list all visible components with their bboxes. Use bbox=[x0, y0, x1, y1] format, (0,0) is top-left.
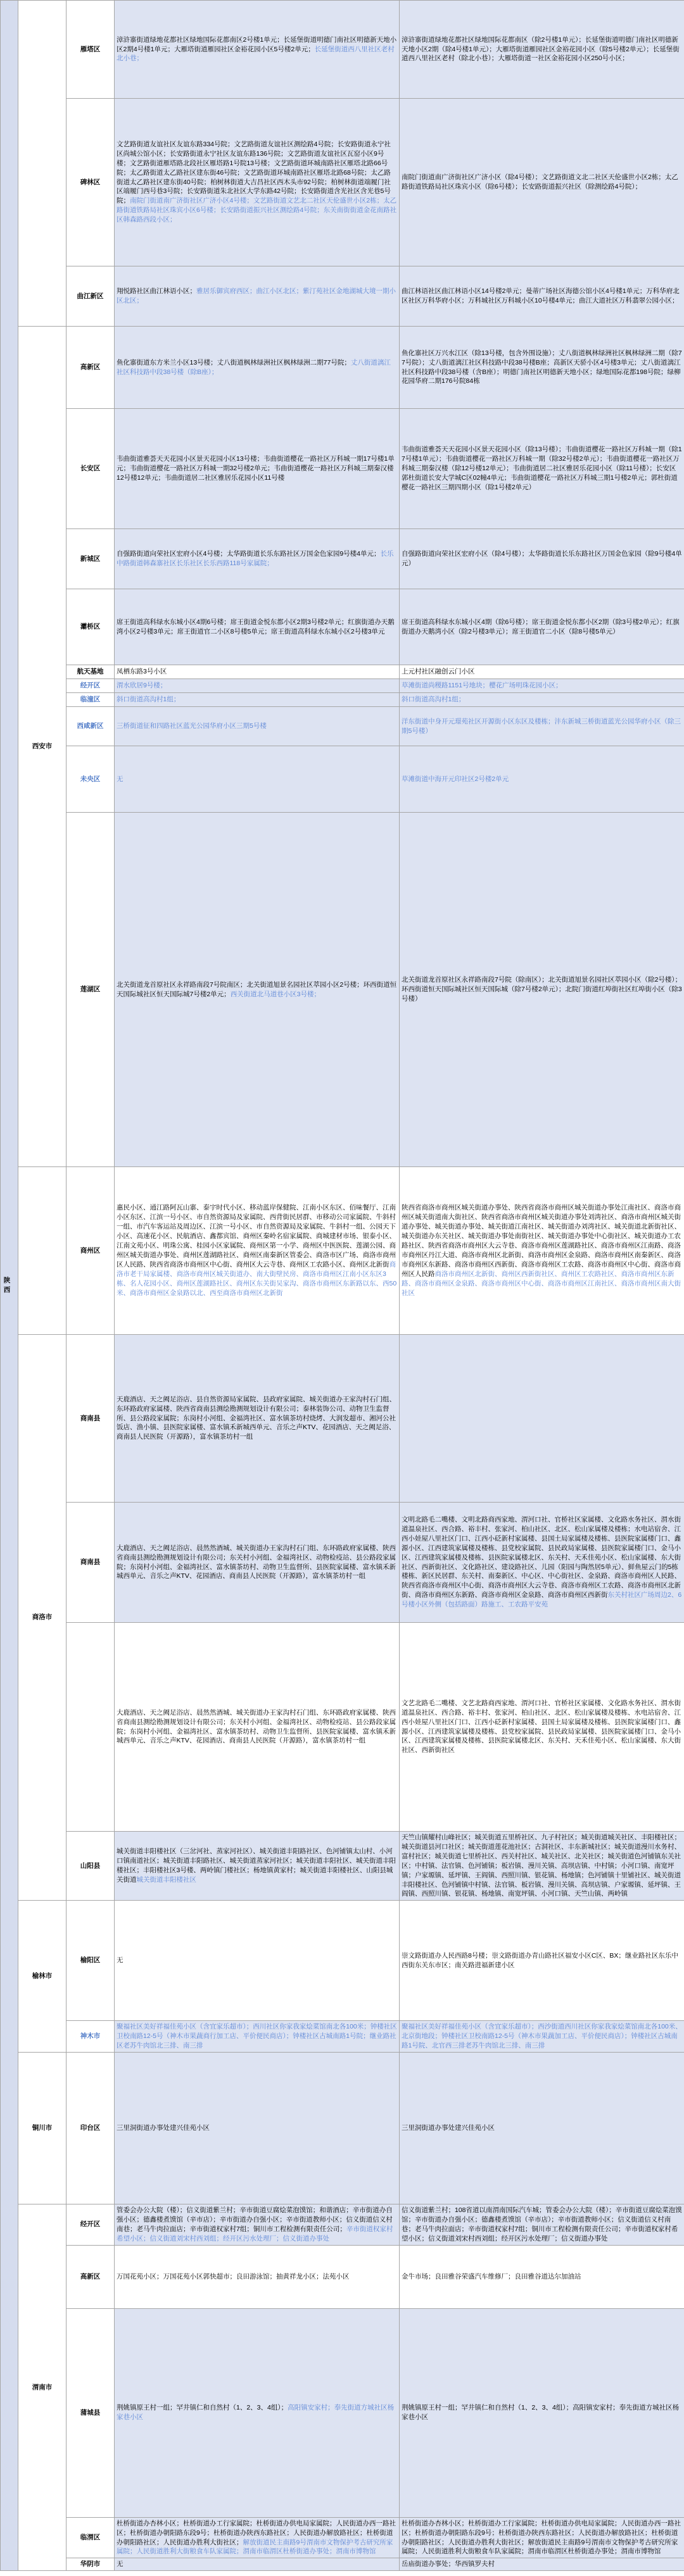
previous-risk-area-cell bbox=[400, 2517, 684, 2558]
city-cell: 铜川市 bbox=[18, 2053, 66, 2204]
previous-risk-area-cell bbox=[400, 266, 684, 327]
risk-area-text-segment: 辛市街道权家村希望小区；信义街道刘宋村西刘组；经开区污水处理厂；信义街道办事处 bbox=[117, 2225, 393, 2242]
table-row bbox=[1, 2245, 684, 2308]
district-cell: 神木市 bbox=[66, 2021, 115, 2053]
city-cell bbox=[18, 1167, 66, 1335]
district-cell: 榆阳区 bbox=[66, 1901, 115, 2021]
risk-area-text-segment: 文艺北路毛二嘴楼、文艺北路商西家地、渭河口社、官桥社区家属楼、文化路水务社区、渭水街道温泉社区、西合路、裕丰村、张家河、柏山社区、北区、松山家属楼及楼栋、水电站宿舍、江西小娃屋八里社区门口、江西小砭新村家属楼、县国土局家属楼及楼栋、县医院家属楼门口、鑫源小区、江西建筑家属楼及楼栋、县党校家属院、县民政局家属楼、县医院家属楼门口、金马小区、江西建筑家属楼及楼栋、县医院家属楼北区、东关村、天禾佳苑小区、松山家属楼、东大街社区、西新街社区 bbox=[402, 1699, 681, 1754]
previous-risk-area-cell bbox=[400, 2558, 684, 2571]
table-row bbox=[1, 529, 684, 589]
previous-risk-area-cell bbox=[400, 1901, 684, 2021]
risk-area-text-segment: 草滩街道中海开元印社区2号楼2单元 bbox=[402, 775, 509, 783]
risk-area-text-segment: 斜口街道高沟村1组； bbox=[117, 696, 180, 704]
district-cell: 航天基地 bbox=[66, 665, 115, 679]
district-cell: 曲江新区 bbox=[66, 266, 115, 327]
previous-risk-area-cell bbox=[400, 99, 684, 266]
current-risk-area-cell bbox=[115, 1901, 400, 2021]
risk-area-text-segment: 渭水欣居9号楼； bbox=[117, 682, 167, 690]
risk-area-text-segment: 商洛市老干局家属楼、商洛市商州区城关街道办、南大街壁民房、商洛市商州区江南小区东区3栋、名人花园小区、商州区莲湖路社区、商州区东关街吴家沟、商洛市商州区东新路以东、西50米、商洛市商州区金泉路以北、西至商洛市商州区北新街 bbox=[117, 1260, 397, 1297]
district-cell: 高新区 bbox=[66, 327, 115, 409]
risk-area-text-segment: 城关街道丰阳楼社区（三岔河社、蒸家河社区）、城关街道丰阳路社区、色河铺镇太山村、小河口镇南道社区；城关街道丰阳路社区、城关街道蒸家河社区；城关街道丰阳社区、城关街道丰阳楼社区；丰阳楼社区3号楼、两岭镇门楼社区；杨地镇黄家村；城关街道丰阳楼社区、山阳县城关街道 bbox=[117, 1848, 396, 1884]
current-risk-area-cell bbox=[115, 409, 400, 529]
previous-risk-area-cell bbox=[400, 589, 684, 665]
current-risk-area-cell bbox=[115, 266, 400, 327]
risk-area-text-segment: 南院门街道南广济街社区广济小区（除4号楼）；文艺路街道文北二社区天伦盛世小区2栋；太乙路街道铁路局社区珠宾小区（除6号楼）；长安路街道振兴社区（除测绘路4号院）； bbox=[402, 173, 678, 191]
risk-area-text-segment: 北关街道龙首原社区永祥路南段7号院南区；北关街道旭景名园社区萃园小区2号楼；环西街道恒天国际城社区恒天国际城7号楼2单元； bbox=[117, 980, 397, 998]
risk-area-text-segment: 杜桥街道办杏林小区；杜桥街道办工行家属院；杜桥街道办供电局家属院；人民街道办西一路社区；杜桥街道办朝阳路东段9号；杜桥街道办陕西东路社区；人民街道办解放路社区；杜桥街道办朝阳路社区；人民街道办胜利大街社区；解放街道民主南路9号渭南市文物保护考古研究所家属院；人民街道胜利大街粮食车队家属院；渭南市临渭区杜桥街道办事处；渭南市博物馆 bbox=[402, 2519, 681, 2556]
table-row bbox=[1, 813, 684, 1167]
table-row bbox=[1, 2558, 684, 2571]
table-row bbox=[1, 2204, 684, 2246]
district-cell: 新城区 bbox=[66, 529, 115, 589]
previous-risk-area-cell bbox=[400, 707, 684, 746]
risk-area-text-segment: 韦曲街道雅荟天天花园小区景天花园小区（除13号楼）；韦曲街道樱花一路社区万科城一期（除17号楼1单元）；韦曲街道樱花一路社区万科城一期（除32号楼2单元）；韦曲街道樱花一路社区万科城三期秦汉楼（除12号楼12单元）；韦曲街道居二社区雅居乐花园小区（除11号楼）；长安区郭杜街道长安大学城C区02幢4单元；韦曲街道樱花一路社区万科城三期1号楼2单元；郭杜街道樱花一路社区三期四期小区（除1号楼2单元） bbox=[402, 446, 682, 491]
table-row bbox=[1, 1167, 684, 1335]
current-risk-area-cell bbox=[115, 665, 400, 679]
previous-risk-area-cell bbox=[400, 2204, 684, 2246]
district-cell: 蒲城县 bbox=[66, 2308, 115, 2517]
risk-area-text-segment: 天竺山镇耀村山峰社区；城关街道五里桥社区、九子村社区；城关街道城关社区、丰阳楼社区；城关街道县河口社区；城关街道莲花池社区；古洞社区、丰东新城社区；城关街道漫川水务村、富村社区；城关街道七里桥社区、西关村社区、城关社区、北关社区；城关街道色河铺镇东关社区；中村镇、法官镇、色河铺镇；板岩镇、漫川关镇、高坝店镇、中村镇；小河口镇、南宽坪镇；户家塬镇、延坪镇、王阎镇、西照川镇、银花镇、杨地镇；色河铺镇十里铺社区、城关街道丰阳楼社区、色河铺镇中村镇、法官镇、板岩镇、漫川关镇、高坝店镇、户家塬镇、延坪镇、王阎镇、西照川镇、银花镇、杨地镇、南宽坪镇、小河口镇、天竺山镇、两岭镇 bbox=[402, 1834, 681, 1898]
previous-risk-area-cell bbox=[400, 665, 684, 679]
current-risk-area-cell bbox=[115, 327, 400, 409]
risk-area-text-segment: 岳庙街道办事处；华西镇罗夫村 bbox=[402, 2560, 495, 2568]
previous-risk-area-cell bbox=[400, 679, 684, 693]
table-row bbox=[1, 746, 684, 813]
district-cell: 碑林区 bbox=[66, 99, 115, 266]
district-cell: 灞桥区 bbox=[66, 589, 115, 665]
current-risk-area-cell bbox=[115, 2308, 400, 2517]
risk-area-text-segment: 杜桥街道办杏林小区；杜桥街道办工行家属院；杜桥街道办供电局家属院；人民街道办西一路社区；杜桥街道办朝阳路东段9号；杜桥街道办陕西东路社区；人民街道办解放路社区；杜桥街道办朝阳路社区；人民街道办胜利大街社区； bbox=[117, 2519, 396, 2546]
table-row bbox=[1, 409, 684, 529]
risk-area-text-segment: 长乐中路街道韩森寨社区长乐社区长乐西路118号家属院； bbox=[117, 550, 394, 567]
district-cell: 商南县 bbox=[66, 1335, 115, 1503]
district-cell bbox=[66, 1623, 115, 1832]
previous-risk-area-cell bbox=[400, 2053, 684, 2204]
current-risk-area-cell bbox=[115, 1335, 400, 1503]
previous-risk-area-cell bbox=[400, 1167, 684, 1335]
risk-area-text-segment: 聚福社区美好祥福佳苑小区（含宜家乐超市）；西沙街道西川社区你家我家烩菜馆南北各100米、北京街地段；钟楼社区卫校南路12-5号（神木市果蔬加工店、平价便民商店）；钟楼社区古城南路1号院、北官西三排老苏牛肉馆北三排、南三排 bbox=[402, 2023, 682, 2050]
table-row bbox=[1, 1503, 684, 1623]
risk-area-text-segment: 三里洞街道办事处建兴佳苑小区 bbox=[117, 2124, 210, 2132]
risk-area-text-segment: 漳浒寨街道绿地花都社区绿地国际花都南区（除2号楼1单元）；长延堡街道明德门南社区明德新天地小区2期（除4号楼1单元）；大雁塔街道雁园社区金裕花园小区（除5号楼2单元）；长延堡街道西八里社区老村（除北小巷）；大雁塔街道一社区金裕花园小区250号小区； bbox=[402, 35, 680, 63]
risk-area-text-segment: 曲江林语社区曲江林语小区14号楼2单元；曼蒂广场社区海德公馆小区4号楼1单元；万科华府北区社区万科华府小区；万科城社区万科城小区10号楼4单元；曲江大道社区万科翡翠公园小区； bbox=[402, 287, 680, 304]
current-risk-area-cell bbox=[115, 693, 400, 707]
current-risk-area-cell bbox=[115, 2204, 400, 2246]
district-cell: 莲湖区 bbox=[66, 813, 115, 1167]
city-cell: 商洛市 bbox=[18, 1335, 66, 1901]
risk-area-text-segment: 高阳镇安家村；奉先街道方城社区杨家巷小区 bbox=[117, 2404, 395, 2422]
district-cell: 雁塔区 bbox=[66, 1, 115, 99]
risk-area-text-segment: 凤栖东路3号小区 bbox=[117, 668, 167, 676]
district-cell: 高新区 bbox=[66, 2245, 115, 2308]
previous-risk-area-cell bbox=[400, 746, 684, 813]
current-risk-area-cell bbox=[115, 2245, 400, 2308]
risk-area-text-segment: 东关村社区广场周边2、6号楼小区外侧（包括路面）路施工、工农路平安苑 bbox=[402, 1591, 682, 1609]
previous-risk-area-cell bbox=[400, 1503, 684, 1623]
district-cell: 经开区 bbox=[66, 679, 115, 693]
district-cell: 山阳县 bbox=[66, 1832, 115, 1901]
current-risk-area-cell bbox=[115, 1503, 400, 1623]
risk-area-text-segment: 自强路街道向荣社区宏府小区（除4号楼）；太华路街道长乐东路社区万国金色家园（除9号楼4单元） bbox=[402, 550, 682, 567]
risk-area-text-segment: 鱼化寨社区万兴水江区（除13号楼，包含外围设施）；丈八街道枫林绿洲社区枫林绿洲二期（除77号院）；丈八街道漓江社区科技路中段38号楼B座；高新区天骄小区4号楼3单元；丈八街道漓江社区科技路中段38号楼（含B座）；明德门南社区明德新天地小区；绿地国际花都198号院；绿柳花园华府二期176号院84栋 bbox=[402, 349, 682, 385]
city-cell: 渭南市 bbox=[18, 2204, 66, 2571]
current-risk-area-cell bbox=[115, 2053, 400, 2204]
risk-area-text-segment: 韦曲街道雅荟天天花园小区景天花园小区13号楼；韦曲街道樱花一路社区万科城一期17号楼1单元；韦曲街道樱花一路社区万科城一期32号楼2单元；韦曲街道樱花一路社区万科城三期秦汉楼12号楼12单元；韦曲街道居二社区雅居乐花园小区11号楼 bbox=[117, 455, 395, 482]
risk-area-text-segment: 荆姚镇原王村一组；罕井镇仁和自然村（1、2、3、4组）；高阳镇安家村；奉先街道方城社区杨家巷小区 bbox=[402, 2404, 680, 2422]
risk-area-text-segment: 无 bbox=[117, 775, 124, 783]
risk-area-text-segment: 鱼化寨街道东方米兰小区13号楼；丈八街道枫林绿洲社区枫林绿洲二期77号院； bbox=[117, 358, 351, 366]
previous-risk-area-cell bbox=[400, 1623, 684, 1832]
district-cell: 华阴市 bbox=[66, 2558, 115, 2571]
previous-risk-area-cell bbox=[400, 813, 684, 1167]
risk-area-text-segment: 文明北路毛二嘴楼、文明北路商西家地、渭河口社、官桥社区家属楼、文化路水务社区、渭水街道温泉社区、西合路、裕丰村、张家河、柏山社区、北区、松山家属楼及楼栋；水电站宿舍、江西小娃屋八里社区门口、江西小砭新村家属楼、县国土局家属楼及楼栋、县医院家属楼门口、鑫源小区、江西建筑家属楼及楼栋、县党校家属院、县民政局家属楼、县医院家属楼门口、金马小区、江西建筑家属楼及楼栋、县医院家属楼北区、东关村、天禾佳苑小区、松山家属楼、东大街社区、西新街社区、文化路社区、建设路社区、儿园（阳园与陶然居5单元）、鲜鱼屋云门的5栋楼栋、新区民居群、东关村、南秦新区、中心区、中心街社区、金泉路、商洛市商州区人民路、陕西省商洛市商州区中心街、商洛市商州区大云寺巷、商洛市商州区工农路、商洛市商州区北新街、商洛市商州区东新路、商洛市商州区金泉路、商洛市商州区西新街 bbox=[402, 1515, 681, 1599]
risk-area-text-segment: 三桥街道征和四路社区蓝光公园华府小区三期5号楼 bbox=[117, 722, 267, 730]
table-row bbox=[1, 707, 684, 746]
risk-area-text-segment: 自强路街道向荣社区宏府小区4号楼；太华路街道长乐东路社区万国金色家园9号楼4单元； bbox=[117, 550, 381, 558]
district-cell: 商南县 bbox=[66, 1503, 115, 1623]
current-risk-area-cell bbox=[115, 2558, 400, 2571]
table-row bbox=[1, 665, 684, 679]
risk-area-text-segment: 万国花苑小区；万国花苑小区郭快超市；良田游泳馆；抽黄祥龙小区；法苑小区 bbox=[117, 2272, 350, 2280]
district-cell: 印台区 bbox=[66, 2053, 115, 2204]
current-risk-area-cell bbox=[115, 679, 400, 693]
previous-risk-area-cell bbox=[400, 1, 684, 99]
previous-risk-area-cell bbox=[400, 2308, 684, 2517]
table-row bbox=[1, 1832, 684, 1901]
risk-area-text-segment: 聚福社区美好祥福佳苑小区（含宜家乐超市）；西川社区你家我家烩菜馆南北各100米；钟楼社区卫校南路12-5号（神木市果蔬商行加工店、平价便民商店）；钟楼社区古城南路1号院；继业路社区老苏牛肉馆北三排、南三排 bbox=[117, 2023, 397, 2050]
current-risk-area-cell bbox=[115, 589, 400, 665]
current-risk-area-cell bbox=[115, 1, 400, 99]
district-cell: 临潼区 bbox=[66, 693, 115, 707]
previous-risk-area-cell bbox=[400, 693, 684, 707]
risk-area-text-segment: 无 bbox=[117, 1956, 124, 1965]
risk-area-text-segment: 席王街道高科绿水东城小区4期（除6号楼）；席王街道金悦东都小区2期（除3号楼2单元）；红旗街道办天鹅湾小区（除2号楼3单元）；席王街道官二小区（除8号楼5单元） bbox=[402, 618, 680, 635]
risk-area-text-segment: 文艺路街道友谊社区友谊东路334号院；文艺路街道友谊社区测绘路4号院；长安路街道永宁社区尚城公馆小区；长安路街道永宁社区友谊东路136号院；文艺路街道友谊社区瓦窑小区9号楼；文艺路街道雁塔路北段社区雁塔路1号院13号楼；文艺路街道环城南路社区雁塔北路66号院；太乙路街道太乙路社区建东街46号院；文艺路街道环城南路社区雁塔北路68号院；太乙路街道太乙路社区建东街40号院；柏树林街道大吉昌社区西木头市92号院；柏树林街道端履门社区端履门西号巷3号院；长安路街道朱北社区大学东路42号院；长安路街道含光社区含光巷5号院； bbox=[117, 140, 391, 205]
table-row bbox=[1, 266, 684, 327]
table-row bbox=[1, 679, 684, 693]
risk-area-text-segment: 无 bbox=[117, 2560, 124, 2568]
current-risk-area-cell bbox=[115, 746, 400, 813]
risk-area-text-segment: 信义街道紫兰村；108省道以南渭南国际汽车城；管委会办公大院（楼）；辛市街道豆腐烩菜泡馍馆；辛市街道办自强小区；德鑫楼煮馍馆（辛市店）；辛市街道教师小区；信义街道信义村南巷；老马牛肉拉面店；辛市街道权家村7组；铜川市工程检测有限责任公司；辛市街道权家村希望小区；信义街道刘宋村西刘组；经开区污水处理厂；信义街道办事处 bbox=[402, 2206, 682, 2242]
risk-area-text-segment: 漳浒寨街道绿地花都社区绿地国际花都南区2号楼1单元；长延堡街道明德门南社区明德新天地小区2期4号楼1单元；大雁塔街道雁园社区金裕花园小区5号楼2单元； bbox=[117, 35, 397, 53]
table-row bbox=[1, 589, 684, 665]
district-cell: 临渭区 bbox=[66, 2517, 115, 2558]
risk-area-text-segment: 上元村社区融创云门小区 bbox=[402, 668, 475, 676]
current-risk-area-cell bbox=[115, 707, 400, 746]
risk-area-text-segment: 陕西省商洛市商州区城关街道办事处、陕西省商洛市商州区城关街道办事处江南社区、商洛市商州区城关街道南大街社区、陕西省商洛市商州区城关街道办事处刘湾社区、商洛市商州区城关街道办事处、城关街道办事处、城关街道江南社区、城关街道办刘湾社区、城关街道北新街社区、城关街道办东关社区、城关街道办事处南街社区、城关街道办事处中心街社区、城关街道办工农路社区、陕西省商洛市商州区大云寺巷、商洛市商州区莲湖路社区、商洛市商州区江南路、商洛市商州区丹江大道、商洛市商州区北新街、商洛市商州区金泉路、商洛市商州区南秦新区、商洛市商州区东新路、商洛市商州区西新街、商洛市商州区工农路、商洛市商州区中心街、商洛市商州区人民路 bbox=[402, 1204, 681, 1278]
risk-area-text-segment: 金牛市场；良田雅谷荣盛汽车维修厂；良田雅谷道达尔加油站 bbox=[402, 2272, 581, 2280]
risk-area-text-segment: 天鹿酒店、天之阙足浴店、县自然资源局家属院、县政府家属院、城关街道办王家沟村石门组、东环路政府家属楼、陕西省商南县测绘勘测规划设计有限公司；泰林装饰公司、动物卫生监督所、县公路段家属院；东岗村小河组、金福湾社区、富水镇茶坊村烧烤、大润发超市、湘河公社饭店、渔小镇、县医院家属楼、富水镇禾新城西单元、音乐之声KTV、花园酒店、天之阙足浴、商南县人民医院（开源路），富水镇茶坊村一组 bbox=[117, 1395, 396, 1441]
previous-risk-area-cell bbox=[400, 1335, 684, 1503]
table-row bbox=[1, 1, 684, 99]
previous-risk-area-cell bbox=[400, 409, 684, 529]
previous-risk-area-cell bbox=[400, 529, 684, 589]
table-body bbox=[1, 1, 684, 2571]
table-row bbox=[1, 1901, 684, 2021]
previous-risk-area-cell bbox=[400, 2245, 684, 2308]
risk-area-text-segment: 丈八街道漓江社区科技路中段38号楼（除B座）； bbox=[117, 358, 391, 376]
risk-area-text-segment: 雅居乐御宾府西区；曲江小区北区；紫汀苑社区金地湖城大境一期小区北区； bbox=[117, 287, 396, 304]
table-row bbox=[1, 1335, 684, 1503]
province-cell: 陕 西 bbox=[1, 1, 18, 2571]
risk-area-text-segment: 崇文路街道办人民西路8号楼；崇文路街道办青山路社区福安小区C区、BX；继业路社区东乐中西街东关东市区；南关路进福新建小区 bbox=[402, 1951, 678, 1969]
current-risk-area-cell bbox=[115, 1623, 400, 1832]
table-row bbox=[1, 99, 684, 266]
current-risk-area-cell bbox=[115, 1167, 400, 1335]
table-row bbox=[1, 2021, 684, 2053]
risk-area-text-segment: 惠民小区、通江路阿瓦山寨、泰宇时代小区、移动蓝岸保健院、江南小区东区、佰味餐厅、江南小区东区、江滨一号小区、市自然资源局及家属院、西背街民居群、市移动公司家属院、牛斜村一组、市汽车客运站及周边区、江滨一号小区、市自然资源局及家属院、牛斜村一组、公园天下小区、高速花小区、民航酒店、鑫都宾馆、商州区秦岭名宿家属院、商城建材市场、银泰小区、江南文苑小区、明珠公寓、桂园小区家属院、商州区第一小学、商州区中医医院、莲湖公园、商州区城关街道办事处、商州区莲湖路社区、商州区南秦新区管委会、商洛市区广场、商洛市商州区人民路、陕西省商洛市商州区中心街、商州区大云寺巷、商州区工农路小区、商州区北新街 bbox=[117, 1204, 396, 1268]
risk-area-text-segment: 洋东街道中身开元璟苑社区开源街小区东区及楼栋；沣东新城三桥街道蓝光公园华府小区（除三期5号楼） bbox=[402, 717, 681, 735]
risk-area-text-segment: 城关街道丰阳楼社区 bbox=[136, 1876, 196, 1884]
table-row bbox=[1, 1623, 684, 1832]
district-cell: 经开区 bbox=[66, 2204, 115, 2246]
risk-area-text-segment: 南院门街道南广济街社区广济小区4号楼；文艺路街道文艺北二社区天伦盛世小区2栋；太乙路街道铁路局社区珠宾小区6号楼；长安路街道振兴社区测绘路4号院；东关南街街道金花南路社区韩森路西段小区； bbox=[117, 197, 397, 224]
previous-risk-area-cell bbox=[400, 327, 684, 409]
risk-area-text-segment: 大鹿酒店、天之阙足浴店、晨然然酒城、城关街道办王家沟村石门组、东环路政府家属楼、陕西省商南县测绘勘测规划设计有限公司；东关村小河组、金福湾社区、动物检疫站、县公路段家属院；东岗村小河组、金福湾社区、富水镇茶坊村、动物卫生监督所、县医院家属楼、富水镇禾新城西单元、音乐之声KTV、花园酒店、商南县人民医院（开源路），富水镇茶坊村一组 bbox=[117, 1708, 396, 1745]
current-risk-area-cell bbox=[115, 529, 400, 589]
table-row bbox=[1, 2053, 684, 2204]
table-row bbox=[1, 693, 684, 707]
current-risk-area-cell bbox=[115, 2517, 400, 2558]
current-risk-area-cell bbox=[115, 2021, 400, 2053]
district-cell: 西咸新区 bbox=[66, 707, 115, 746]
district-cell: 长安区 bbox=[66, 409, 115, 529]
risk-area-text-segment: 席王街道高科绿水东城小区4期6号楼；席王街道金悦东都小区2期3号楼2单元；红旗街道办天鹅湾小区2号楼3单元；席王街道官二小区8号楼5单元；席王街道高科绿水东城小区2号楼3单元 bbox=[117, 618, 395, 635]
current-risk-area-cell bbox=[115, 813, 400, 1167]
city-cell: 西安市 bbox=[18, 327, 66, 1167]
previous-risk-area-cell bbox=[400, 1832, 684, 1901]
district-cell: 商州区 bbox=[66, 1167, 115, 1335]
risk-area-text-segment: 斜口街道高沟村1组； bbox=[402, 696, 466, 704]
current-risk-area-cell bbox=[115, 99, 400, 266]
risk-area-text-segment: 荆姚镇原王村一组；罕井镇仁和自然村（1、2、3、4组）； bbox=[117, 2404, 288, 2412]
risk-area-text-segment: 长延堡街道西八里社区老村北小巷； bbox=[117, 45, 395, 63]
table-row bbox=[1, 2308, 684, 2517]
district-cell: 未央区 bbox=[66, 746, 115, 813]
risk-area-text-segment: 草滩街道尚稷路1151号地块；樱花广场明珠花园小区； bbox=[402, 682, 562, 690]
risk-area-text-segment: 商洛市商州区北新街、商州区西新街社区、商州区工农路社区、商洛市商州区东新路、商洛市商州区金泉路、商洛市商州区中心街、商洛市商州区江南社区、商洛市商州区南大街社区 bbox=[402, 1270, 681, 1297]
risk-area-text-segment: 三里洞街道办事处建兴佳苑小区 bbox=[402, 2124, 495, 2132]
table-row bbox=[1, 327, 684, 409]
risk-area-text-segment: 北关街道龙首原社区永祥路南段7号院（除南区）；北关街道旭景名园社区萃园小区（除2号楼）；环西街道恒天国际城社区恒天国际城（除7号楼2单元）；北院门街道红埠街社区红埠街小区（除3号楼） bbox=[402, 976, 682, 1003]
table-row bbox=[1, 2517, 684, 2558]
city-cell bbox=[18, 1, 66, 327]
previous-risk-area-cell bbox=[400, 2021, 684, 2053]
risk-area-text-segment: 大鹿酒店、天之阙足浴店、晨然然酒城、城关街道办王家沟村石门组、东环路政府家属楼、陕西省商南县测绘勘测规划设计有限公司；东关村小河组、金福湾社区、动物检疫站、县公路段家属院；东岗村小河组、金福湾社区、富水镇茶坊村、动物卫生监督所、县医院家属楼、富水镇禾新城西单元、音乐之声KTV、花园酒店、商南县人民医院（开源路），富水镇茶坊村一组 bbox=[117, 1544, 396, 1580]
current-risk-area-cell bbox=[115, 1832, 400, 1901]
risk-area-text-segment: 西关街道北马道巷小区3号楼； bbox=[230, 990, 321, 998]
risk-area-text-segment: 解放街道民主南路9号渭南市文物保护考古研究所家属院；人民街道胜利大街粮食车队家属院；渭南市临渭区杜桥街道办事处；渭南市博物馆 bbox=[117, 2538, 393, 2556]
risk-area-text-segment: 翔悦路社区曲江林语小区； bbox=[117, 287, 196, 296]
risk-area-text-segment: 管委会办公大院（楼）；信义街道紫兰村；辛市街道豆腐烩菜泡馍馆；和谐酒店；辛市街道办自强小区；德鑫楼煮馍馆（辛市店）；辛市街道办自强小区；辛市街道教师小区；信义街道信义村南巷；老马牛肉拉面店；辛市街道权家村7组；铜川市工程检测有限责任公司； bbox=[117, 2206, 393, 2233]
city-cell: 榆林市 bbox=[18, 1901, 66, 2053]
